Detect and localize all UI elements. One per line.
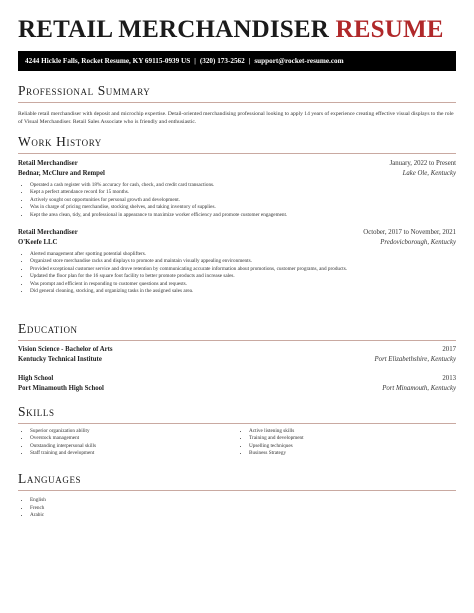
- language-item: • French: [30, 505, 456, 513]
- job-entry: [18, 229, 456, 295]
- languages-list: [18, 497, 456, 520]
- job-dates: October, 2017 to November, 2021: [363, 229, 456, 237]
- resume-title-main: RETAIL MERCHANDISER: [18, 16, 330, 43]
- contact-address: 4244 Hickle Falls, Rocket Resume, KY 69115-0939 US: [25, 57, 191, 65]
- job-duty: • Organized store merchandise racks and displays to promote and maintain visually appealing environments.: [30, 258, 456, 265]
- job-location: Predovicborough, Kentucky: [380, 239, 456, 247]
- job-duty: • Provided exceptional customer service and drove retention by communicating accurate information about promotions, customer programs, and products.: [30, 266, 456, 273]
- contact-separator: |: [194, 57, 196, 65]
- skills-section: [18, 404, 456, 458]
- summary-text: Reliable retail merchandiser with deposit and microchip expertise. Detail-oriented merchandising professional looking to apply 14 years of experience creating effective visual displays to the role of Visual Merchandiser. Retail Sales Associate who is friendly and enthusiastic.: [18, 111, 454, 125]
- education-year: 2013: [442, 375, 456, 382]
- languages-heading: Languages: [18, 471, 82, 486]
- job-duty: • Actively sought out opportunities for personal growth and development.: [30, 197, 456, 204]
- language-item: • Arabic: [30, 512, 456, 520]
- skill-item: • Upselling techniques: [249, 443, 456, 450]
- job-duty: • Kept a perfect attendance record for 15 months.: [30, 189, 456, 196]
- job-duty: • Kept the area clean, tidy, and professional in appearance to maximize worker efficiency and promote customer engagement.: [30, 212, 456, 219]
- section-divider: [18, 153, 456, 154]
- job-duties-list: [18, 251, 456, 295]
- resume-title-accent: RESUME: [335, 16, 444, 43]
- education-degree: High School: [18, 375, 54, 382]
- education-school: Kentucky Technical Institute: [18, 356, 102, 363]
- summary-heading: Professional Summary: [18, 83, 151, 98]
- skill-item: • Training and development: [249, 435, 456, 442]
- education-location: Port Minamouth, Kentucky: [382, 385, 456, 392]
- contact-phone: (320) 173-2562: [199, 57, 245, 65]
- skill-item: • Outstanding interpersonal skills: [30, 443, 237, 450]
- section-divider: [18, 102, 456, 103]
- section-divider: [18, 490, 456, 491]
- education-location: Port Elizabethshire, Kentucky: [374, 356, 456, 363]
- job-duty: • Alerted management after spotting potential shoplifters.: [30, 251, 456, 258]
- contact-separator: |: [248, 57, 251, 65]
- contact-email: support@rocket-resume.com: [254, 57, 344, 65]
- education-entry: [18, 346, 456, 363]
- skill-item: • Overstock management: [30, 435, 237, 442]
- job-duties-list: [18, 182, 456, 219]
- job-duty: • Updated the floor plan for the 16 square foot facility to better promote products and increase sales.: [30, 273, 456, 280]
- summary-section: [18, 83, 456, 126]
- work-history-heading: Work History: [18, 134, 102, 149]
- skills-list-right: [237, 428, 456, 458]
- contact-bar: [18, 51, 456, 71]
- education-heading: Education: [18, 321, 78, 336]
- job-duty: • Was in charge of pricing merchandise, stocking shelves, and taking inventory of supplies.: [30, 204, 456, 211]
- education-entry: [18, 375, 456, 392]
- skill-item: • Staff training and development: [30, 450, 237, 457]
- job-entry: [18, 160, 456, 219]
- job-title: Retail Merchandiser: [18, 229, 78, 237]
- languages-section: [18, 471, 456, 520]
- section-divider: [18, 340, 456, 341]
- skill-item: • Business Strategy: [249, 450, 456, 457]
- language-item: • English: [30, 497, 456, 505]
- job-duty: • Operated a cash register with 18% accuracy for cash, check, and credit card transactions.: [30, 182, 456, 189]
- education-degree: Vision Science - Bachelor of Arts: [18, 346, 113, 353]
- work-history-section: [18, 134, 456, 295]
- skills-heading: Skills: [18, 404, 55, 419]
- job-company: Bednar, McClure and Rempel: [18, 170, 105, 177]
- skill-item: • Superior organization ability: [30, 428, 237, 435]
- education-section: [18, 321, 456, 392]
- education-year: 2017: [442, 346, 456, 353]
- skill-item: • Active listening skills: [249, 428, 456, 435]
- job-dates: January, 2022 to Present: [389, 160, 456, 167]
- job-location: Lake Ole, Kentucky: [402, 170, 456, 177]
- resume-title: [18, 16, 444, 44]
- job-duty: • Was prompt and efficient in responding to customer questions and requests.: [30, 281, 456, 288]
- section-divider: [18, 423, 456, 424]
- skills-columns: [18, 428, 456, 458]
- skills-list-left: [18, 428, 237, 458]
- job-title: Retail Merchandiser: [18, 160, 78, 167]
- job-duty: • Did general cleaning, stocking, and organizing tasks in the assigned sales area.: [30, 288, 456, 295]
- education-school: Port Minamouth High School: [18, 385, 104, 392]
- job-company: O'Keefe LLC: [18, 239, 58, 247]
